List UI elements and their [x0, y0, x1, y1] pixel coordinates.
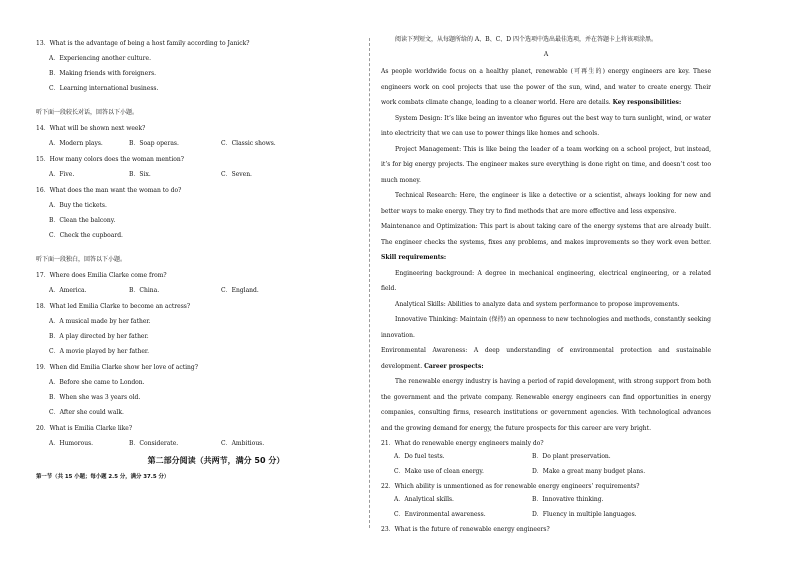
- passage-paragraph: Environmental Awareness: A deep understanding of environmental protection and sustainable development. Career prospects:: [381, 347, 711, 370]
- heading-prospects: Career prospects:: [424, 362, 484, 370]
- question-stem: 21．What do renewable energy engineers mainly do?: [381, 440, 544, 447]
- option-d: D．Fluency in multiple languages.: [532, 511, 637, 518]
- option-c: C．Make use of clean energy.: [394, 468, 484, 475]
- option-c: C．Learning international business.: [49, 85, 159, 92]
- option-b: B．Considerate.: [129, 440, 179, 447]
- option-c: C．Seven.: [221, 171, 252, 178]
- question-17: [36, 272, 356, 294]
- option-b: B．Clean the balcony.: [49, 217, 116, 224]
- question-stem: 15．How many colors does the woman mention?: [36, 156, 184, 163]
- option-c: C．After she could walk.: [49, 409, 124, 416]
- passage-letter: A: [543, 51, 549, 58]
- option-a: A．Do fuel tests.: [394, 453, 445, 460]
- option-b: B．Do plant preservation.: [532, 453, 611, 460]
- option-c: C．Check the cupboard.: [49, 232, 123, 239]
- column-divider: [369, 38, 370, 528]
- option-c: C．Ambitious.: [221, 440, 265, 447]
- option-a: A．Before she came to London.: [49, 379, 145, 386]
- question-19: [36, 364, 356, 416]
- question-14: [36, 125, 356, 147]
- section-title: 第二部分阅读（共两节，满分 50 分）: [147, 456, 285, 465]
- question-23: [381, 526, 711, 533]
- heading-skills: Skill requirements:: [381, 254, 447, 261]
- question-stem: 18．What led Emilia Clarke to become an actress?: [36, 303, 191, 310]
- question-stem: 19．When did Emilia Clarke show her love of acting?: [36, 364, 198, 371]
- reading-instruction: 阅读下列短文，从每题所给的 A、B、C、D 四个选项中选出最佳选项，并在答题卡上将该项涂黑。: [395, 36, 657, 43]
- option-b: B．Six.: [129, 171, 151, 178]
- option-a: A．Buy the tickets.: [49, 202, 107, 209]
- option-c: C．Environmental awareness.: [394, 511, 486, 518]
- option-b: B．When she was 3 years old.: [49, 394, 141, 401]
- option-b: B．Making friends with foreigners.: [49, 70, 157, 77]
- question-13: [36, 40, 356, 92]
- question-stem: 14．What will be shown next week?: [36, 125, 146, 132]
- passage-paragraph: Maintenance and Optimization: This part is about taking care of the energy systems that are already built. The engineer checks the systems, fixes any problems, and makes improvements so they work even better. Skill requirements:: [381, 223, 711, 261]
- option-d: D．Make a great many budget plans.: [532, 468, 646, 475]
- question-stem: 17．Where does Emilia Clarke come from?: [36, 272, 167, 279]
- listening-instruction: 听下面一段较长对话，回答以下小题。: [36, 109, 139, 116]
- question-stem: 23．What is the future of renewable energy engineers?: [381, 526, 550, 533]
- option-b: B．Soap operas.: [129, 140, 179, 147]
- passage-paragraph: System Design: It’s like being an inventor who figures out the best way to turn sunlight, wind, or water into electricity that we can use to power things like homes and schools.: [381, 114, 711, 137]
- question-22: [381, 483, 711, 518]
- option-a: A．Modern plays.: [49, 140, 103, 147]
- passage-paragraph: Engineering background: A degree in mechanical engineering, electrical engineering, or a related field.: [381, 269, 711, 292]
- left-column: [36, 36, 356, 481]
- subsection-title: 第一节（共 15 小题；每小题 2.5 分，满分 37.5 分）: [36, 474, 170, 480]
- passage-paragraph: Innovative Thinking: Maintain (保持) an openness to new technologies and methods, constantly seeking innovation.: [381, 316, 711, 339]
- passage-paragraph: Project Management: This is like being the leader of a team working on a school project, but instead, it’s for big energy projects. The engineer makes sure everything is done right on time, and doesn’t cost too much money.: [381, 145, 711, 184]
- option-a: A．America.: [49, 287, 87, 294]
- option-a: A．A musical made by her father.: [49, 318, 151, 325]
- listening-instruction: 听下面一段独白，回答以下小题。: [36, 256, 127, 263]
- option-a: A．Experiencing another culture.: [49, 55, 151, 62]
- option-a: A．Humorous.: [49, 440, 94, 447]
- option-c: C．England.: [221, 287, 259, 294]
- question-20: [36, 425, 356, 447]
- option-b: B．Innovative thinking.: [532, 496, 604, 503]
- passage-paragraph: As people worldwide focus on a healthy planet, renewable (可再生的) energy engineers are key. These engineers work on cool projects that use the power of the sun, wind, and water to create energy. Their work combats climate change, leading to a cleaner world. Here are details. Key responsibilities:: [381, 68, 711, 106]
- option-a: A．Five.: [49, 171, 75, 178]
- passage-paragraph: Analytical Skills: Abilities to analyze data and system performance to propose improvements.: [395, 300, 680, 308]
- question-stem: 16．What does the man want the woman to do?: [36, 187, 182, 194]
- question-18: [36, 303, 356, 355]
- option-c: C．Classic shows.: [221, 140, 276, 147]
- question-21: [381, 440, 711, 475]
- question-stem: 20．What is Emilia Clarke like?: [36, 425, 133, 432]
- option-b: B．China.: [129, 287, 160, 294]
- question-stem: 13．What is the advantage of being a host family according to Janick?: [36, 40, 250, 47]
- option-b: B．A play directed by her father.: [49, 333, 149, 340]
- passage-paragraph: Technical Research: Here, the engineer is like a detective or a scientist, always looking for new and better ways to make energy. They try to find methods that are more effective and less expensive.: [381, 192, 711, 215]
- option-c: C．A movie played by her father.: [49, 348, 149, 355]
- question-15: [36, 156, 356, 178]
- option-a: A．Analytical skills.: [394, 496, 454, 503]
- question-16: [36, 187, 356, 239]
- question-stem: 22．Which ability is unmentioned as for renewable energy engineers’ requirements?: [381, 483, 640, 490]
- passage-paragraph: The renewable energy industry is having a period of rapid development, with strong support from both the government and the private company. Renewable energy engineers can find opportunities in energy companies, consulting firms, research institutions or government agencies. With technological advances and the growing demand for energy, the future prospects for this career are very bright.: [381, 378, 711, 432]
- heading-responsibilities: Key responsibilities:: [612, 99, 682, 106]
- right-column: [381, 36, 711, 533]
